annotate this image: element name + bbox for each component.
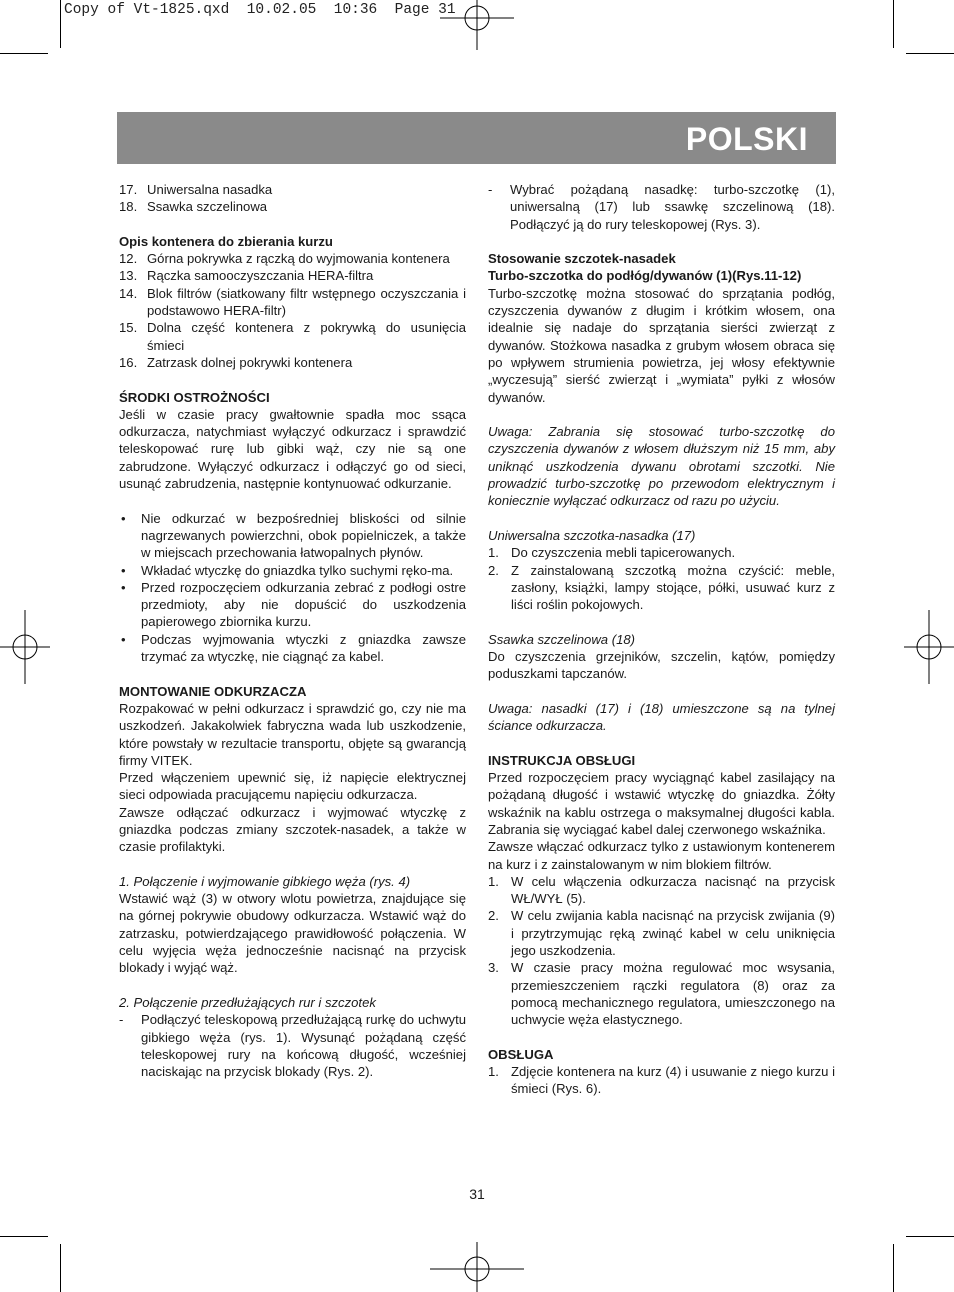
list-item: 17. Uniwersalna nasadka [119,182,273,197]
left-column [119,181,466,1080]
subsection-title: Uniwersalna szczotka-nasadka (17) [488,527,696,543]
list-item: 13. Rączka samooczyszczania HERA-filtra [119,268,374,284]
subsection-title: Ssawka szczelinowa (18) [488,631,635,647]
subsection-title: 1. Połączenie i wyjmowanie gibkiego węża (rys. 4) [119,873,411,889]
crop-mark [906,53,954,54]
registration-mark-icon [440,0,514,50]
subsection-title: 2. Połączenie przedłużających rur i szczotek [119,994,376,1010]
list-item: 2. W celu zwijania kabla nacisnąć na przycisk zwijania (9) i przytrzymując ręką zwinąć kabel w celu uniknięcia jego uszkodzenia. [488,908,835,959]
section-heading: ŚRODKI OSTROŻNOŚCI [119,389,270,405]
paragraph: Wstawić wąż (3) w otwory wlotu powietrza, znajdujące się na górnej pokrywie obudowy odkurzacza. Wstawić wąż do zatrzasku, potwierdzającego prawidłowość połączenia. W celu wyjęcia węża jednocześnie nacisnąć na przycisk blokady i wyjąć wąż. [119,891,466,976]
bullet-item: • Nie odkurzać w bezpośredniej bliskości od silnie nagrzewanych powierzchni, obok popielniczek, a także w miejscach przechowania łatwopalnych płynów. [121,510,466,561]
list-item: 1. W celu włączenia odkurzacza nacisnąć na przycisk WŁ/WYŁ (5). [488,873,835,907]
note: Uwaga: nasadki (17) i (18) umieszczone są na tylnej ściance odkurzacza. [488,700,835,734]
crop-mark [60,1244,61,1292]
list-item: 12. Górna pokrywka z rączką do wyjmowania kontenera [119,251,450,267]
note: Uwaga: Zabrania się stosować turbo-szczotkę do czyszczenia dywanów z włosem dłuższym niż 15 mm, aby uniknąć uszkodzenia dywanu obrotami szczotki. Nie prowadzić turbo-szczotkę po przewodom elektrycznym i koniecznie wyłączać odkurzacz od razu po użyciu. [488,424,835,509]
crop-mark [893,1244,894,1292]
bullet-item: • Podczas wyjmowania wtyczki z gniazdka zawsze trzymać za wtyczkę, nie ciągnąć za kabel. [121,631,466,665]
section-heading: Turbo-szczotka do podłóg/dywanów (1)(Rys.11-12) [488,268,802,284]
page-number: 31 [469,1186,485,1202]
crop-mark [0,1236,48,1237]
list-item: 1. Do czyszczenia mebli tapicerowanych. [488,545,736,561]
dash-item: - Wybrać pożądaną nasadkę: turbo-szczotkę (1), uniwersalną (17) lub ssawkę szczelinową (18). Podłączyć ją do rury teleskopowej (Rys. 3). [488,182,835,232]
paragraph: Przed rozpoczęciem pracy wyciągnąć kabel zasilający na pożądaną długość i wstawić wtyczkę do gniazdka. Żółty wskaźnik na kablu ostrzega o maksymalnej długości kabla. Zabrania się wyciągać kabel dalej czerwonego wskaźnika. [488,770,835,837]
paragraph: Przed włączeniem upewnić się, iż napięcie elektrycznej sieci odpowiada pracującemu napięciu odkurzacza. [119,770,466,803]
paragraph: Do czyszczenia grzejników, szczelin, kątów, pomiędzy poduszkami tapczanów. [488,649,835,682]
registration-mark-icon [0,610,50,684]
section-heading: OBSŁUGA [488,1046,554,1062]
paragraph: Turbo-szczotkę można stosować do sprzątania podłóg, czyszczenia dywanów z długim i krótkim włosem, ona idealnie się nadaje do sprzątania sierści zwierząt z dywanów. Stożkowa nasadka z grubym włosem obraca się po wpływem strumienia powietrza, jej włosy efektywnie „wyczesują” sierść zwierząt i „wymiata” pyłki z włosów dywanów. [488,285,835,405]
crop-mark [906,1236,954,1237]
crop-mark [893,0,894,48]
list-item: 2. Z zainstalowaną szczotką można czyścić: meble, zasłony, książki, lampy stojące, półki, usuwać kurz z liści roślin pokojowych. [488,562,835,613]
banner-title: POLSKI [685,121,808,157]
paragraph: Rozpakować w pełni odkurzacz i sprawdzić go, czy nie ma uszkodzeń. Jakakolwiek fabryczna wada lub uszkodzenie, które powstały w rezultacie transportu, objęte są gwarancją firmy VITEK. [119,700,466,768]
bullet-item: • Przed rozpoczęciem odkurzania zebrać z podłogi ostre przedmioty, aby nie dopuścić do uszkodzenia papierowego zbiornika kurzu. [121,579,466,630]
section-heading: Opis kontenera do zbierania kurzu [119,233,333,249]
dash-item: - Podłączyć teleskopową przedłużającą rurkę do uchwytu gibkiego węża (rys. 1). Wysunąć pożądaną część teleskopowej rury na końcową długość, wcześniej naciskając na przycisk blokady (Rys. 2). [119,1012,466,1080]
list-item: 3. W czasie pracy można regulować moc wsysania, przemieszczeniem rączki regulatora (8) oraz za pomocą mechanicznego regulatora, umieszczonego na uchwycie węża elastycznego. [488,960,835,1028]
list-item: 1. Zdjęcie kontenera na kurz (4) i usuwanie z niego kurzu i śmieci (Rys. 6). [488,1064,835,1097]
bullet-item: • Wkładać wtyczkę do gniazdka tylko suchymi ręko-ma. [121,562,454,578]
section-heading: INSTRUKCJA OBSŁUGI [488,752,636,768]
paragraph: Zawsze włączać odkurzacz tylko z ustawionym kontenerem na kurz i z zainstalowanym w nim blokiem filtrów. [488,839,835,872]
language-banner [117,112,836,164]
list-item: 18. Ssawka szczelinowa [119,199,268,215]
section-heading: Stosowanie szczotek-nasadek [488,251,676,267]
crop-mark [0,53,48,54]
right-column [488,181,835,1098]
section-heading: MONTOWANIE ODKURZACZA [119,683,307,699]
list-item: 15. Dolna część kontenera z pokrywką do usunięcia śmieci [119,320,466,353]
registration-mark-icon [430,1242,524,1292]
registration-mark-icon [904,610,954,684]
list-item: 16. Zatrzask dolnej pokrywki kontenera [119,354,353,370]
crop-mark [60,0,61,48]
list-item: 14. Blok filtrów (siatkowany filtr wstępnego oczyszczania i podstawowo HERA-filtr) [119,285,466,319]
file-slug: Copy of Vt-1825.qxd 10.02.05 10:36 Page 31 [64,2,456,18]
paragraph: Jeśli w czasie pracy gwałtownie spadła moc ssąca odkurzacza, natychmiast wyłączyć odkurzacz i sprawdzić teleskopować rurę lub gibki wąż, czy nie są one zabrudzone. Wyłączyć odkurzacz i odłączyć go od sieci, usunąć zabrudzenia, następnie kontynuować odkurzanie. [119,406,466,492]
paragraph: Zawsze odłączać odkurzacz i wyjmować wtyczkę z gniazdka podczas zmiany szczotek-nasadek, a także w czasie profilaktyki. [119,804,466,855]
